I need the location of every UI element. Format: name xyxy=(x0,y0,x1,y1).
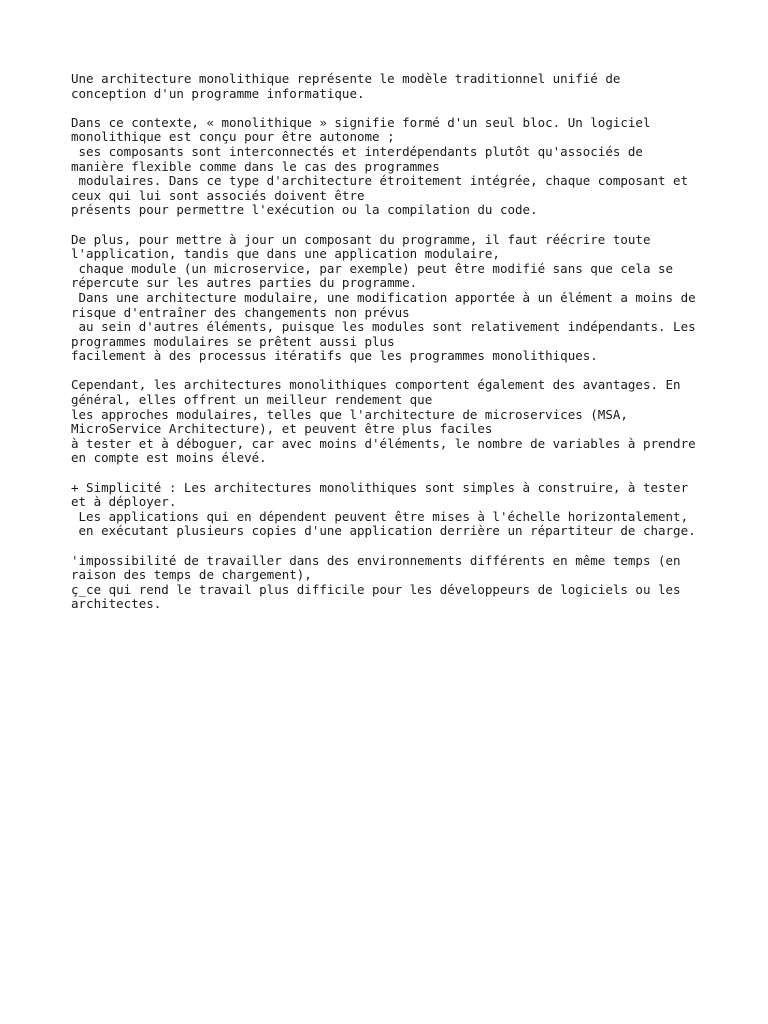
text-line: et à déployer. xyxy=(71,494,177,510)
text-line: général, elles offrent un meilleur rendement que xyxy=(71,392,433,408)
paragraph-modularity xyxy=(71,233,711,364)
text-line: Dans une architecture modulaire, une modification apportée à un élément a moins de xyxy=(71,289,696,305)
text-line: Une architecture monolithique représente le modèle traditionnel unifié de xyxy=(71,71,621,86)
paragraph-drawbacks xyxy=(71,554,711,612)
text-line: ses composants sont interconnectés et interdépendants plutôt qu'associés de xyxy=(71,143,643,159)
text-line: Cependant, les architectures monolithiques comportent également des avantages. En xyxy=(71,377,681,393)
text-line: modulaires. Dans ce type d'architecture étroitement intégrée, chaque composant et xyxy=(71,173,689,189)
paragraph-simplicity xyxy=(71,481,711,539)
text-line: + Simplicité : Les architectures monolithiques sont simples à construire, à tester xyxy=(71,479,689,495)
text-line: les approches modulaires, telles que l'architecture de microservices (MSA, xyxy=(71,406,628,422)
text-line: en compte est moins élevé. xyxy=(71,450,267,466)
text-line: manière flexible comme dans le cas des programmes xyxy=(71,158,440,174)
text-line: répercute sur les autres parties du programme. xyxy=(71,275,418,291)
paragraph-intro xyxy=(71,72,711,101)
text-line: au sein d'autres éléments, puisque les modules sont relativement indépendants. Les xyxy=(71,319,696,335)
document-body xyxy=(71,72,711,627)
text-line: architectes. xyxy=(71,596,162,612)
text-line: conception d'un programme informatique. xyxy=(71,85,365,101)
text-line: 'impossibilité de travailler dans des environnements différents en même temps (en xyxy=(71,552,681,568)
text-line: Les applications qui en dépendent peuvent être mises à l'échelle horizontalement, xyxy=(71,508,689,524)
text-line: à tester et à déboguer, car avec moins d'éléments, le nombre de variables à prendre xyxy=(71,435,696,451)
text-line: présents pour permettre l'exécution ou la compilation du code. xyxy=(71,202,538,218)
text-line: l'application, tandis que dans une application modulaire, xyxy=(71,246,500,262)
text-line: monolithique est conçu pour être autonome ; xyxy=(71,129,395,145)
text-line: programmes modulaires se prêtent aussi plus xyxy=(71,333,395,349)
paragraph-advantages xyxy=(71,378,711,466)
text-line: risque d'entraîner des changements non prévus xyxy=(71,304,410,320)
text-line: ceux qui lui sont associés doivent être xyxy=(71,187,365,203)
text-line: MicroService Architecture), et peuvent être plus faciles xyxy=(71,421,493,437)
text-line: ç_ce qui rend le travail plus difficile pour les développeurs de logiciels ou les xyxy=(71,581,681,597)
text-line: en exécutant plusieurs copies d'une application derrière un répartiteur de charge. xyxy=(71,523,696,539)
text-line: Dans ce contexte, « monolithique » signifie formé d'un seul bloc. Un logiciel xyxy=(71,114,651,130)
text-line: raison des temps de chargement), xyxy=(71,567,312,583)
text-line: facilement à des processus itératifs que les programmes monolithiques. xyxy=(71,348,598,364)
paragraph-definition xyxy=(71,116,711,218)
text-line: chaque module (un microservice, par exemple) peut être modifié sans que cela se xyxy=(71,260,674,276)
text-line: De plus, pour mettre à jour un composant du programme, il faut réécrire toute xyxy=(71,231,651,247)
